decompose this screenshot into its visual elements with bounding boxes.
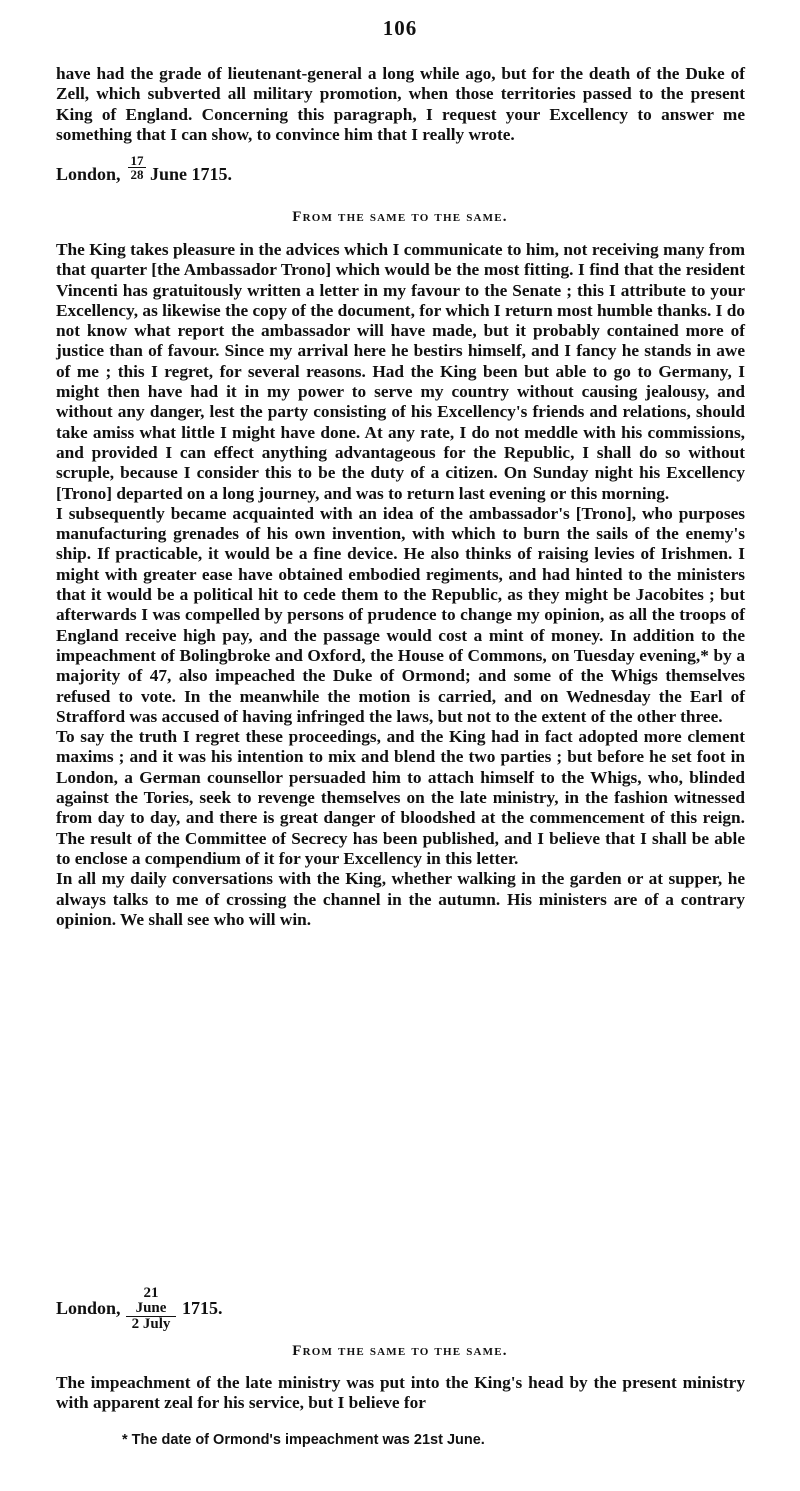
dateline-2-place: London, (56, 1298, 121, 1318)
letter-1-paragraph: In all my daily conversations with the King, whether walking in the garden or at supper, he always talks to me of crossing the channel in the autumn. His ministers are of a contrary opinion. We shall see who will win. (56, 869, 745, 929)
dateline-2-day-fraction (126, 1286, 176, 1332)
dateline-2-year: 1715. (182, 1298, 223, 1318)
dateline-1-day-bottom: 28 (130, 167, 144, 182)
page-number: 106 (382, 16, 418, 40)
dateline-1-day-fraction (128, 154, 146, 181)
letter-2-heading: From the same to the same. (292, 1343, 508, 1359)
letter-2-body (56, 1373, 745, 1414)
letter-1-paragraph: To say the truth I regret these proceedings, and the King had in fact adopted more clement maxims ; and it was his intention to mix and blend the two parties ; but before he set foot in London, a German counsellor persuaded him to attach himself to the Whigs, who, blinded against the Tories, seek to revenge themselves on the late ministry, in the fashion witnessed from day to day, and there is great danger of bloodshed at the commencement of this reign. The result of the Committee of Secrecy has been published, and I believe that I shall be able to enclose a compendium of it for your Excellency in this letter. (56, 727, 745, 868)
letter-1-paragraph: I subsequently became acquainted with an idea of the ambassador's [Trono], who purposes manufacturing grenades of his own invention, with which to burn the sails of the enemy's ship. If practicable, it would be a fine device. He also thinks of raising levies of Irishmen. I might with greater ease have obtained embodied regiments, and had hinted to the ministers that it would be a political hit to cede them to the Republic, as they might be Jacobites ; but afterwards I was compelled by persons of prudence to change my opinion, as all the troops of England receive high pay, and the passage would cost a mint of money. In addition to the impeachment of Bolingbroke and Oxford, the House of Commons, on Tuesday evening,* by a majority of 47, also impeached the Duke of Ormond; and some of the Whigs themselves refused to vote. In the meanwhile the motion is carried, and on Wednesday the Earl of Strafford was accused of having infringed the laws, but not to the extent of the other three. (56, 503, 745, 726)
letter-1-heading: From the same to the same. (292, 209, 508, 225)
dateline-2-day-top: 21 June (126, 1286, 176, 1317)
letter-1-paragraph: The King takes pleasure in the advices which I communicate to him, not receiving many from that quarter [the Ambassador Trono] which would be the most fitting. I find that the resident Vincenti has gratuitously written a letter in my favour to the Senate ; this I attribute to your Excellency, as likewise the copy of the document, for which I return most humble thanks. I do not know what report the ambassador will have made, but it probably contained more of justice than of favour. Since my arrival here he bestirs himself, and I fancy he stands in awe of me ; this I regret, for several reasons. Had the King been but able to go to Germany, I might then have had it in my power to serve my country without causing jealousy, and without any danger, lest the party consisting of his Excellency's friends and relations, should take amiss what little I might have done. At any rate, I do not meddle with his commissions, and provided I can effect anything advantageous for the Republic, I shall do so without scruple, because I consider this to be the duty of a citizen. On Sunday night his Excellency [Trono] departed on a long journey, and was to return last evening or this morning. (56, 240, 745, 503)
letter-2-opening: The impeachment of the late ministry was put into the King's head by the present ministry with apparent zeal for his service, but I believe for (56, 1373, 745, 1413)
footnote: * The date of Ormond's impeachment was 21st June. (122, 1432, 485, 1448)
dateline-1-day-top: 17 (128, 154, 146, 168)
dateline-2-day-bottom: 2 July (131, 1316, 171, 1332)
dateline-2 (56, 1284, 456, 1332)
dateline-1-month-year: June 1715. (150, 164, 233, 184)
dateline-1 (56, 150, 456, 194)
dateline-1-place: London, (56, 164, 121, 184)
intro-paragraph-block (56, 64, 745, 145)
letter-1-body (56, 240, 745, 930)
intro-paragraph: have had the grade of lieutenant-general a long while ago, but for the death of the Duke of Zell, which subverted all military promotion, when those territories passed to the present King of England. Concerning this paragraph, I request your Excellency to answer me something that I can show, to convince him that I really wrote. (56, 64, 745, 144)
